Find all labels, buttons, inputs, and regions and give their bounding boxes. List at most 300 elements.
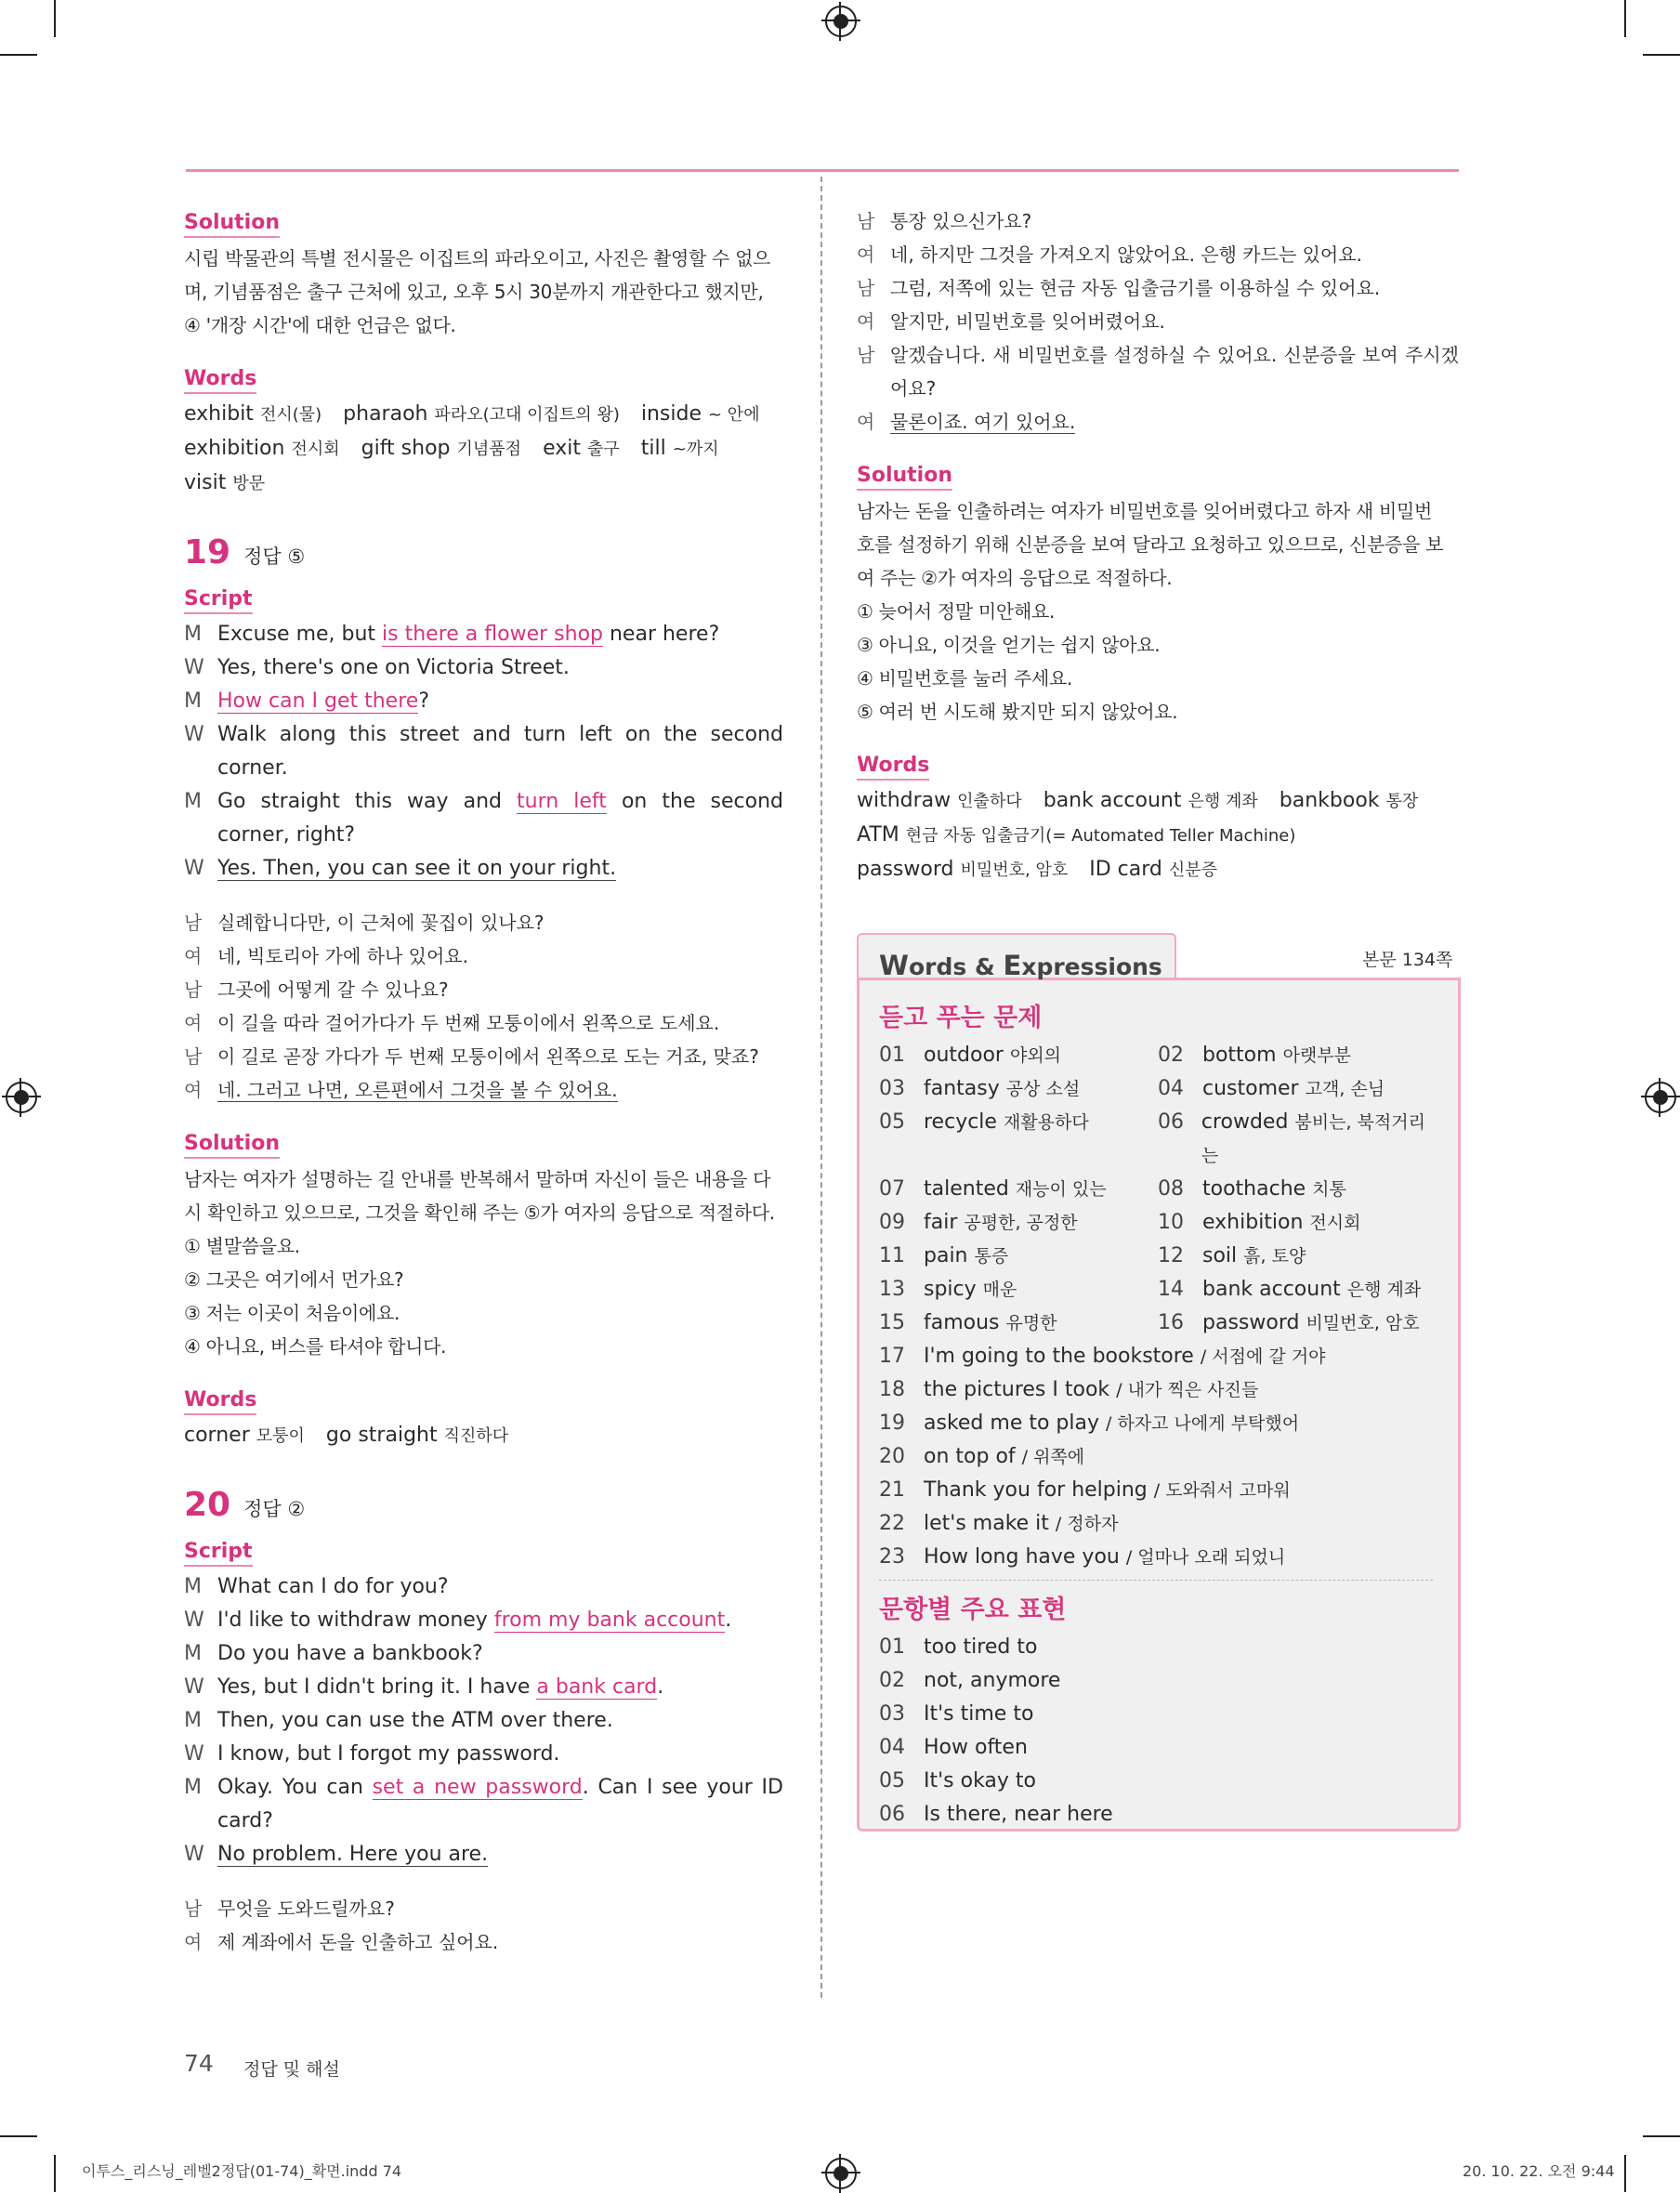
registration-mark-icon — [1645, 1082, 1676, 1113]
text-segment: 통장 있으신가요? — [890, 210, 1032, 232]
vocab-item — [879, 1072, 1158, 1106]
text-segment: . — [657, 1675, 664, 1699]
vocab-text — [1201, 1106, 1437, 1173]
vocab-word: pain — [924, 1244, 968, 1267]
translation-text — [217, 906, 783, 939]
translation-line — [857, 204, 1459, 238]
box-content — [879, 998, 1437, 1832]
vocab-word: fair — [924, 1211, 958, 1234]
speaker-label: W — [184, 1843, 204, 1866]
page-reference: 본문 134쪽 — [1362, 950, 1453, 970]
script-text — [217, 718, 783, 785]
registration-mark-icon — [825, 2158, 857, 2189]
phrase-meaning: / 내가 찍은 사진들 — [1116, 1380, 1259, 1400]
vocab-meaning: 매운 — [982, 1280, 1017, 1300]
highlighted-phrase: from my bank account — [493, 1609, 726, 1632]
speaker-label: M — [184, 1776, 202, 1799]
speaker-label: M — [184, 689, 202, 713]
script-text — [217, 1704, 783, 1738]
text-segment: 네, 하지만 그것을 가져오지 않았어요. 은행 카드는 있어요. — [890, 243, 1362, 266]
crop-mark — [54, 0, 56, 37]
solution-line: 시 확인하고 있으므로, 그것을 확인해 주는 ⑤가 여자의 응답으로 적절하다. — [184, 1202, 775, 1224]
phrase-meaning: / 도와줘서 고마워 — [1153, 1480, 1291, 1501]
script-line — [184, 852, 783, 886]
translation-line — [857, 338, 1459, 405]
text-segment: 제 계좌에서 돈을 인출하고 싶어요. — [217, 1931, 499, 1953]
phrase-meaning: / 서점에 갈 거야 — [1200, 1346, 1326, 1367]
script-line — [184, 1604, 783, 1637]
phrase-item — [879, 1541, 1437, 1574]
vocab-item — [1158, 1240, 1437, 1273]
solution-line: ① 늦어서 정말 미안해요. — [857, 600, 1056, 623]
translation-line — [184, 906, 783, 939]
text-segment: Do you have a bankbook? — [217, 1642, 483, 1665]
vocab-word: bank account — [1202, 1278, 1341, 1301]
page-label: 정답 및 해설 — [243, 2059, 340, 2080]
crop-mark — [54, 2155, 56, 2192]
item-number: 20 — [879, 1445, 905, 1468]
crop-mark — [1624, 0, 1626, 37]
vocab-meaning: 고객, 손님 — [1305, 1079, 1385, 1099]
prev-words — [184, 362, 783, 501]
item-number: 19 — [879, 1412, 905, 1435]
phrase-text — [924, 1373, 1258, 1407]
item-number: 09 — [879, 1211, 905, 1234]
translation-text — [890, 204, 1459, 238]
text-segment: 그곳에 어떻게 갈 수 있나요? — [217, 978, 449, 1001]
vocab-word: customer — [1202, 1077, 1299, 1100]
text-segment: Then, you can use the ATM over there. — [217, 1709, 613, 1732]
text-segment: Go straight this way and — [217, 790, 518, 813]
expression-item — [879, 1698, 1437, 1731]
registration-mark-icon — [825, 6, 857, 37]
text-segment: 알겠습니다. 새 비밀번호를 설정하실 수 있어요. 신분증을 보여 주시겠어요? — [890, 344, 1459, 400]
script-line — [184, 1838, 783, 1871]
vocab-item — [879, 1039, 1158, 1072]
solution-text — [857, 494, 1459, 729]
item-number: 10 — [1158, 1211, 1184, 1234]
section-heading: 듣고 푸는 문제 — [879, 1004, 1043, 1032]
translation-line — [184, 1925, 783, 1959]
speaker-label: 남 — [857, 210, 875, 232]
item-number: 23 — [879, 1545, 905, 1569]
item-number: 16 — [1158, 1311, 1184, 1334]
script-dialogue — [184, 618, 783, 886]
question-19-header — [184, 532, 783, 573]
box-title: Words & Expressions — [879, 950, 1162, 981]
phrase-item — [879, 1407, 1437, 1440]
vocab-item — [1158, 1039, 1437, 1072]
phrase: let's make it — [924, 1512, 1049, 1535]
text-segment: 무엇을 도와드릴까요? — [217, 1898, 395, 1920]
right-column — [857, 204, 1459, 887]
item-number: 13 — [879, 1278, 905, 1301]
speaker-label: 여 — [184, 1931, 203, 1953]
crop-mark — [1643, 54, 1680, 56]
words-heading: Words — [184, 366, 256, 394]
solution-heading: Solution — [184, 1131, 280, 1159]
vocab-text — [1202, 1206, 1361, 1240]
vocab-meaning: 아랫부분 — [1282, 1045, 1351, 1066]
question-number: 20 — [184, 1486, 231, 1524]
item-number: 14 — [1158, 1278, 1184, 1301]
text-segment: Yes, there's one on Victoria Street. — [217, 656, 570, 679]
words-heading: Words — [857, 753, 929, 781]
translation-text — [217, 1006, 783, 1040]
phrase-meaning: / 정하자 — [1055, 1514, 1119, 1534]
vocab-word: famous — [924, 1311, 1000, 1334]
script-text — [217, 1838, 783, 1871]
expression-text: too tired to — [924, 1635, 1038, 1659]
expression-text: How often — [924, 1736, 1028, 1759]
item-number: 08 — [1158, 1177, 1184, 1201]
text-segment: Walk along this street and turn left on the second corner. — [217, 723, 783, 780]
text-segment: Excuse me, but — [217, 623, 383, 646]
script-line — [184, 651, 783, 685]
text-segment: . Can I see your ID card? — [217, 1776, 783, 1832]
translation-text — [890, 305, 1459, 338]
phrase: on top of — [924, 1445, 1016, 1468]
vocab-word: password — [1202, 1311, 1300, 1334]
translation-line — [184, 1892, 783, 1925]
words-list: withdraw 인출하다 bank account 은행 계좌 bankbook 통장 ATM 현금 자동 입출금기(= Automated Teller Machine) password 비밀번호, 암호 ID card 신분증 — [857, 789, 1419, 881]
script-line — [184, 1704, 783, 1738]
phrase-meaning: / 얼마나 오래 되었니 — [1125, 1547, 1286, 1568]
script-line — [184, 1570, 783, 1604]
vocab-text — [1202, 1307, 1420, 1340]
vocab-text — [924, 1072, 1080, 1106]
expression-item — [879, 1631, 1437, 1664]
text-segment: I know, but I forgot my password. — [217, 1742, 560, 1766]
speaker-label: M — [184, 1709, 202, 1732]
solution-line: ③ 아니요, 이것을 얻기는 쉽지 않아요. — [857, 634, 1161, 656]
phrase-meaning: / 하자고 나에게 부탁했어 — [1106, 1413, 1300, 1434]
script-text — [217, 852, 783, 886]
phrase-list — [879, 1340, 1437, 1574]
expression-list — [879, 1631, 1437, 1832]
item-number: 05 — [879, 1110, 905, 1134]
script-text — [217, 1604, 783, 1637]
item-number: 02 — [1158, 1044, 1184, 1067]
text-segment: 이 길을 따라 걸어가다가 두 번째 모퉁이에서 왼쪽으로 도세요. — [217, 1012, 720, 1034]
speaker-label: 여 — [184, 1012, 203, 1034]
script-line — [184, 785, 783, 852]
phrase: Thank you for helping — [924, 1478, 1148, 1502]
speaker-label: W — [184, 857, 204, 880]
script-line — [184, 1671, 783, 1704]
solution-line: ② 그곳은 여기에서 먼가요? — [184, 1268, 404, 1291]
phrase-text — [924, 1541, 1285, 1574]
solution-line: 호를 설정하기 위해 신분증을 보여 달라고 요청하고 있으므로, 신분증을 보 — [857, 533, 1444, 556]
solution-line: ④ 아니요, 버스를 타셔야 합니다. — [184, 1335, 447, 1358]
top-rule — [186, 169, 1459, 172]
vocab-item — [879, 1273, 1158, 1307]
phrase: I'm going to the bookstore — [924, 1345, 1194, 1368]
item-number: 02 — [879, 1669, 905, 1692]
text-segment: . — [725, 1609, 732, 1632]
phrase-item — [879, 1373, 1437, 1407]
text-segment: 물론이죠. 여기 있어요. — [890, 411, 1076, 433]
script-text — [217, 685, 783, 718]
translation-line — [184, 1040, 783, 1073]
highlighted-phrase: How can I get there — [217, 689, 419, 713]
vocab-text — [924, 1273, 1017, 1307]
text-segment: Yes, but I didn't bring it. I have — [217, 1675, 537, 1699]
vocab-text — [1202, 1240, 1306, 1273]
vocab-meaning: 붐비는, 북적거리는 — [1201, 1112, 1425, 1166]
item-number: 17 — [879, 1345, 905, 1368]
item-number: 03 — [879, 1077, 905, 1100]
highlighted-phrase: turn left — [517, 790, 607, 813]
item-number: 06 — [879, 1803, 905, 1826]
vocab-text — [924, 1173, 1107, 1206]
item-number: 15 — [879, 1311, 905, 1334]
korean-translation — [184, 906, 783, 1107]
solution-line: ① 별말씀을요. — [184, 1235, 300, 1257]
vocab-text — [1202, 1173, 1346, 1206]
korean-translation — [857, 204, 1459, 439]
vocab-grid — [879, 1039, 1437, 1340]
solution-line: ③ 저는 이곳이 처음이에요. — [184, 1302, 400, 1324]
crop-mark — [0, 2135, 37, 2137]
vocab-text — [924, 1206, 1078, 1240]
solution-heading: Solution — [857, 463, 952, 491]
text-segment: Okay. You can — [217, 1776, 373, 1799]
vocab-meaning: 야외의 — [1009, 1045, 1062, 1066]
expression-item — [879, 1798, 1437, 1832]
korean-translation — [184, 1892, 783, 1959]
vocab-item — [1158, 1307, 1437, 1340]
vocab-meaning: 흙, 토양 — [1243, 1246, 1306, 1267]
translation-line — [184, 1006, 783, 1040]
words-heading: Words — [184, 1387, 256, 1415]
vocab-meaning: 치통 — [1312, 1179, 1346, 1200]
expression-text: not, anymore — [924, 1669, 1061, 1692]
vocab-word: bottom — [1202, 1044, 1277, 1067]
item-number: 05 — [879, 1769, 905, 1792]
prev-solution — [184, 206, 783, 342]
item-number: 04 — [1158, 1077, 1184, 1100]
translation-text — [890, 238, 1459, 271]
solution-line: 여 주는 ②가 여자의 응답으로 적절하다. — [857, 567, 1173, 589]
vocab-item — [879, 1206, 1158, 1240]
script-text — [217, 1570, 783, 1604]
script-line — [184, 1738, 783, 1771]
speaker-label: 여 — [857, 243, 875, 266]
vocab-item — [1158, 1173, 1437, 1206]
script-line — [184, 1637, 783, 1671]
script-line — [184, 618, 783, 651]
question-20-header — [184, 1485, 783, 1526]
item-number: 07 — [879, 1177, 905, 1201]
script-heading: Script — [184, 586, 253, 614]
solution-text: 시립 박물관의 특별 전시물은 이집트의 파라오이고, 사진은 촬영할 수 없으 며, 기념품점은 출구 근처에 있고, 오후 5시 30분까지 개관한다고 했지만, ④ '개장 시간'에 대한 언급은 없다. — [184, 247, 771, 336]
expression-text: It's okay to — [924, 1769, 1037, 1792]
solution-line: 남자는 여자가 설명하는 길 안내를 반복해서 말하며 자신이 들은 내용을 다 — [184, 1168, 771, 1190]
phrase-text — [924, 1440, 1084, 1474]
translation-text — [217, 1925, 783, 1959]
crop-mark — [1624, 2155, 1626, 2192]
vocab-meaning: 통증 — [974, 1246, 1009, 1267]
vocab-meaning: 비밀번호, 암호 — [1306, 1313, 1420, 1333]
phrase-text — [924, 1474, 1291, 1507]
speaker-label: W — [184, 1742, 204, 1766]
phrase-item — [879, 1507, 1437, 1541]
item-number: 18 — [879, 1378, 905, 1401]
phrase-item — [879, 1440, 1437, 1474]
vocab-word: toothache — [1202, 1177, 1306, 1201]
dashed-divider — [879, 1580, 1433, 1581]
item-number: 12 — [1158, 1244, 1184, 1267]
file-slug: 이투스_리스닝_레벨2정답(01-74)_확면.indd 74 — [82, 2162, 402, 2180]
translation-line — [857, 405, 1459, 439]
speaker-label: 남 — [857, 277, 875, 299]
translation-text — [890, 338, 1459, 405]
translation-line — [857, 271, 1459, 305]
phrase-text — [924, 1407, 1299, 1440]
highlighted-phrase: set a new password — [372, 1776, 583, 1799]
vocab-item — [1158, 1273, 1437, 1307]
vocab-item — [879, 1173, 1158, 1206]
expression-text: Is there, near here — [924, 1803, 1113, 1826]
translation-text — [890, 405, 1459, 439]
vocab-text — [924, 1240, 1008, 1273]
translation-text — [217, 939, 783, 973]
answer-label: 정답 ⑤ — [243, 545, 306, 568]
vocab-item — [1158, 1206, 1437, 1240]
speaker-label: 여 — [184, 945, 203, 967]
text-segment: No problem. Here you are. — [217, 1843, 489, 1866]
translation-line — [184, 1073, 783, 1107]
vocab-item — [1158, 1072, 1437, 1106]
speaker-label: M — [184, 1575, 202, 1598]
speaker-label: 여 — [857, 310, 875, 333]
speaker-label: M — [184, 1642, 202, 1665]
script-heading: Script — [184, 1539, 253, 1567]
speaker-label: 남 — [184, 978, 203, 1001]
phrase-text — [924, 1507, 1118, 1541]
speaker-label: W — [184, 656, 204, 679]
question-number: 19 — [184, 533, 231, 571]
text-segment: 그럼, 저쪽에 있는 현금 자동 입출금기를 이용하실 수 있어요. — [890, 277, 1381, 299]
vocab-word: fantasy — [924, 1077, 1000, 1100]
translation-line — [857, 305, 1459, 338]
vocab-meaning: 은행 계좌 — [1346, 1280, 1422, 1300]
vocab-text — [1202, 1072, 1385, 1106]
speaker-label: M — [184, 623, 202, 646]
script-line — [184, 1771, 783, 1838]
words-list: corner 모퉁이 go straight 직진하다 — [184, 1424, 509, 1447]
script-text — [217, 1771, 783, 1838]
solution-line: ④ 비밀번호를 눌러 주세요. — [857, 667, 1073, 689]
speaker-label: W — [184, 1609, 204, 1632]
script-text — [217, 1738, 783, 1771]
text-segment: 네, 빅토리아 가에 하나 있어요. — [217, 945, 468, 967]
script-text — [217, 1671, 783, 1704]
vocab-word: exhibition — [1202, 1211, 1304, 1234]
expression-text: It's time to — [924, 1702, 1034, 1726]
expression-item — [879, 1765, 1437, 1798]
item-number: 01 — [879, 1635, 905, 1659]
text-segment: 이 길로 곧장 가다가 두 번째 모퉁이에서 왼쪽으로 도는 거죠, 맞죠? — [217, 1045, 759, 1068]
vocab-text — [924, 1039, 1061, 1072]
script-line — [184, 685, 783, 718]
phrase-text — [924, 1340, 1326, 1373]
script-text — [217, 785, 783, 852]
script-text — [217, 618, 783, 651]
vocab-word: recycle — [924, 1110, 997, 1134]
phrase-item — [879, 1474, 1437, 1507]
speaker-label: 남 — [184, 1045, 203, 1068]
vocab-word: crowded — [1201, 1110, 1289, 1134]
vocab-item — [879, 1106, 1158, 1173]
item-number: 21 — [879, 1478, 905, 1502]
vocab-item — [879, 1307, 1158, 1340]
vocab-meaning: 공평한, 공정한 — [964, 1213, 1078, 1233]
phrase-item — [879, 1340, 1437, 1373]
vocab-word: outdoor — [924, 1044, 1004, 1067]
text-segment: near here? — [603, 623, 720, 646]
item-number: 01 — [879, 1044, 905, 1067]
vocab-word: spicy — [924, 1278, 977, 1301]
vocab-meaning: 재능이 있는 — [1015, 1179, 1107, 1200]
date-slug: 20. 10. 22. 오전 9:44 — [1463, 2162, 1615, 2180]
solution-text — [184, 1162, 783, 1363]
translation-text — [217, 1892, 783, 1925]
script-dialogue — [184, 1570, 783, 1871]
expression-item — [879, 1664, 1437, 1698]
text-segment: 네. 그러고 나면, 오른편에서 그것을 볼 수 있어요. — [217, 1079, 618, 1101]
translation-line — [184, 939, 783, 973]
speaker-label: W — [184, 723, 204, 746]
item-number: 04 — [879, 1736, 905, 1759]
speaker-label: 남 — [184, 1898, 203, 1920]
vocab-word: talented — [924, 1177, 1009, 1201]
speaker-label: 여 — [857, 411, 875, 433]
page-number: 74 — [184, 2050, 214, 2077]
text-segment: 실례합니다만, 이 근처에 꽃집이 있나요? — [217, 912, 545, 934]
solution-line: ⑤ 여러 번 시도해 봤지만 되지 않았어요. — [857, 701, 1178, 723]
vocab-item — [1158, 1106, 1437, 1173]
translation-text — [217, 973, 783, 1006]
script-text — [217, 1637, 783, 1671]
item-number: 03 — [879, 1702, 905, 1726]
vocab-word: soil — [1202, 1244, 1238, 1267]
phrase-meaning: / 위쪽에 — [1021, 1447, 1085, 1467]
solution-heading: Solution — [184, 210, 280, 238]
answer-label: 정답 ② — [243, 1498, 306, 1520]
words-list: exhibit 전시(물) pharaoh 파라오(고대 이집트의 왕) inside ~ 안에 exhibition 전시회 gift shop 기념품점 exit 출구 till ~까지 visit 방문 — [184, 402, 760, 494]
text-segment: 알지만, 비밀번호를 잊어버렸어요. — [890, 310, 1165, 333]
item-number: 11 — [879, 1244, 905, 1267]
item-number: 22 — [879, 1512, 905, 1535]
expression-item — [879, 1731, 1437, 1765]
vocab-item — [879, 1240, 1158, 1273]
text-segment: on the second corner, right? — [217, 790, 784, 847]
vocab-meaning: 재활용하다 — [1003, 1112, 1089, 1133]
translation-text — [217, 1073, 783, 1107]
speaker-label: 여 — [184, 1079, 203, 1101]
script-line — [184, 718, 783, 785]
phrase: asked me to play — [924, 1412, 1100, 1435]
speaker-label: 남 — [184, 912, 203, 934]
translation-text — [890, 271, 1459, 305]
crop-mark — [0, 54, 37, 56]
script-text — [217, 651, 783, 685]
section-heading: 문항별 주요 표현 — [879, 1596, 1067, 1624]
vocab-meaning: 유명한 — [1005, 1313, 1057, 1333]
solution-line: 남자는 돈을 인출하려는 여자가 비밀번호를 잊어버렸다고 하자 새 비밀번 — [857, 500, 1433, 522]
